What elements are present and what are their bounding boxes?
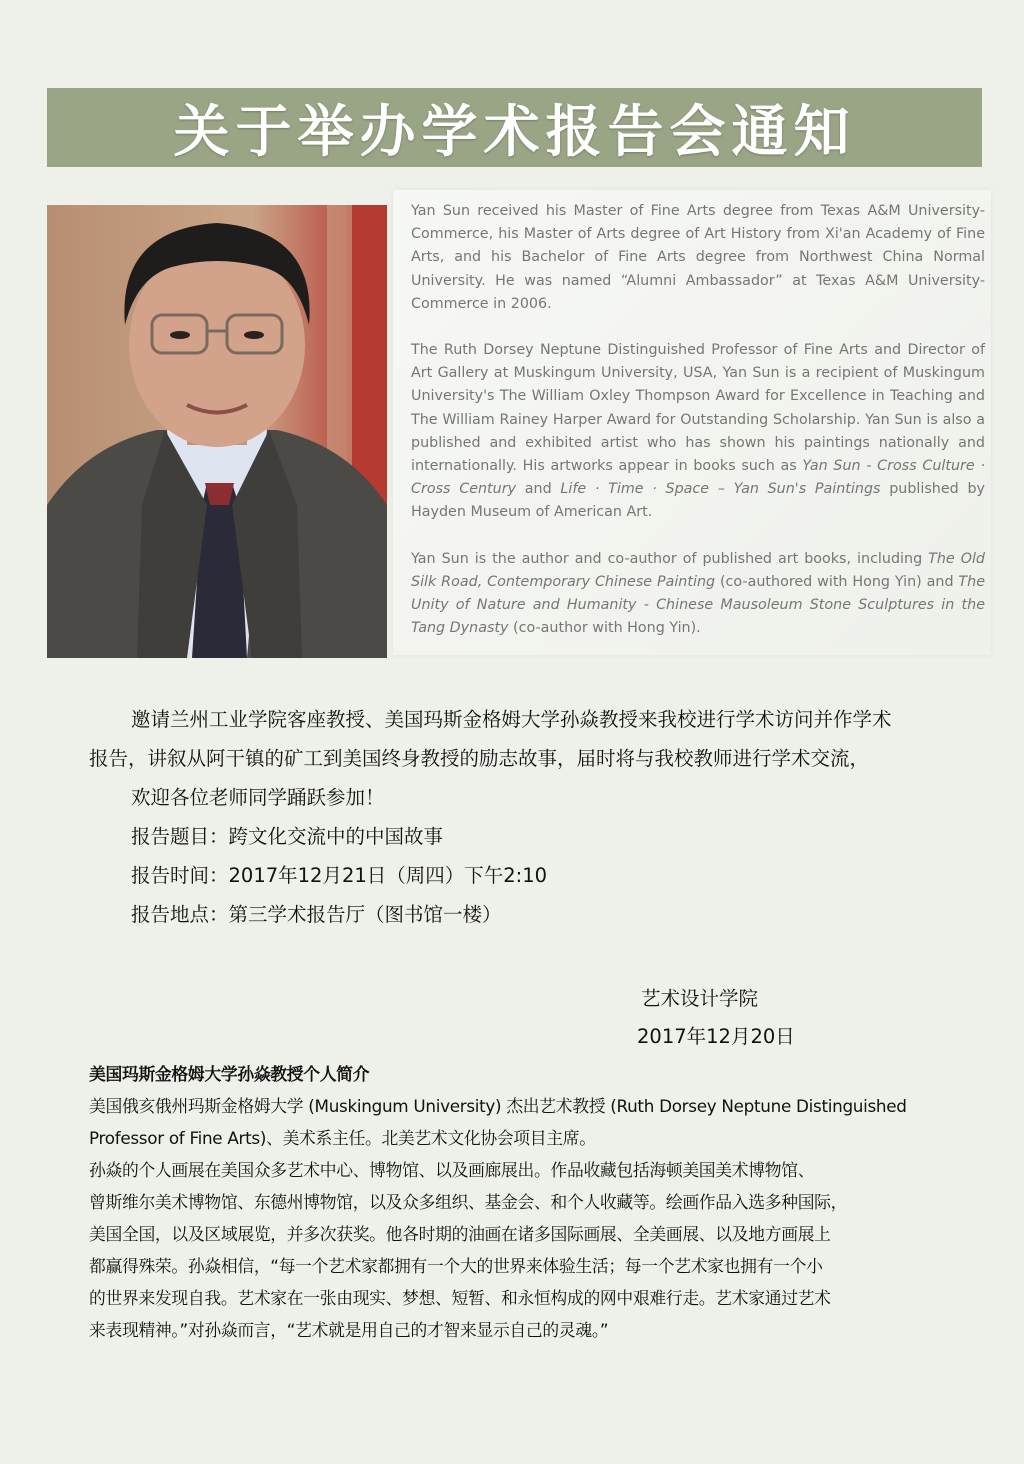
profile-line: 美国全国，以及区域展览，并多次获奖。他各时期的油画在诸多国际画展、全美画展、以及地方画展上 [89,1224,831,1244]
profile-line: Professor of Fine Arts)、美术系主任。北美艺术文化协会项目主席。 [89,1128,596,1148]
notice-line-2: 报告，讲叙从阿干镇的矿工到美国终身教授的励志故事，届时将与我校教师进行学术交流， [89,747,870,770]
profile-line: 来表现精神。”对孙焱而言，“艺术就是用自己的才智来显示自己的灵魂。” [89,1320,609,1340]
notice-line-1: 邀请兰州工业学院客座教授、美国玛斯金格姆大学孙焱教授来我校进行学术访问并作学术 [131,708,892,731]
portrait-illustration [47,205,387,658]
title-banner [47,88,982,167]
profile-line: 曾斯维尔美术博物馆、东德州博物馆，以及众多组织、基金会、和个人收藏等。绘画作品入选多种国际， [89,1192,848,1212]
portrait-photo [47,205,387,658]
english-bio-panel [393,190,991,655]
report-topic: 报告题目：跨文化交流中的中国故事 [131,825,444,848]
profile-heading: 美国玛斯金格姆大学孙焱教授个人简介 [89,1064,370,1084]
report-time: 报告时间：2017年12月21日（周四）下午2:10 [131,864,548,887]
profile-section [89,1058,919,1346]
bio-paragraph-1: Yan Sun received his Master of Fine Arts degree from Texas A&M University-Commerce, his Master of Arts degree of Art History from Xi'an Academy of Fine Arts, and his Bachelor of Fine Arts degree from Northwest China Normal University. He was named “Alumni Ambassador” at Texas A&M University-Commerce in 2006. [411,203,985,312]
notice-line-3: 欢迎各位老师同学踊跃参加！ [131,786,385,809]
profile-line: 美国俄亥俄州玛斯金格姆大学 (Muskingum University) 杰出艺术教授 (Ruth Dorsey Neptune Distinguished [89,1096,907,1116]
signature-org: 艺术设计学院 [641,987,759,1010]
profile-line: 都赢得殊荣。孙焱相信，“每一个艺术家都拥有一个大的世界来体验生活；每一个艺术家也拥有一个小 [89,1256,823,1276]
bio-paragraph-3: Yan Sun is the author and co-author of published art books, including The Old Silk Road, Contemporary Chinese Painting (co-authored with Hong Yin) and The Unity of Nature and Humanity - Chinese Mausoleum Stone Sculptures in the Tang Dynasty (co-author with Hong Yin). [411,550,985,637]
page-title: 关于举办学术报告会通知 [173,99,856,165]
notice-body [89,700,959,934]
english-bio [411,200,985,663]
report-place: 报告地点：第三学术报告厅（图书馆一楼） [131,903,502,926]
bio-paragraph-2: The Ruth Dorsey Neptune Distinguished Professor of Fine Arts and Director of Art Gallery at Muskingum University, USA, Yan Sun is a recipient of Muskingum University's The William Oxley Thompson Award for Excellence in Teaching and The William Rainey Harper Award for Outstanding Scholarship. Yan Sun is also a published and exhibited artist who has shown his paintings nationally and internationally. His artworks appear in books such as Yan Sun - Cross Culture · Cross Century and Life · Time · Space – Yan Sun's Paintings published by Hayden Museum of American Art. [411,342,985,521]
profile-line: 孙焱的个人画展在美国众多艺术中心、博物馆、以及画廊展出。作品收藏包括海顿美国美术博物馆、 [89,1160,815,1180]
profile-line: 的世界来发现自我。艺术家在一张由现实、梦想、短暂、和永恒构成的网中艰难行走。艺术家通过艺术 [89,1288,831,1308]
signature-date: 2017年12月20日 [637,1025,795,1048]
